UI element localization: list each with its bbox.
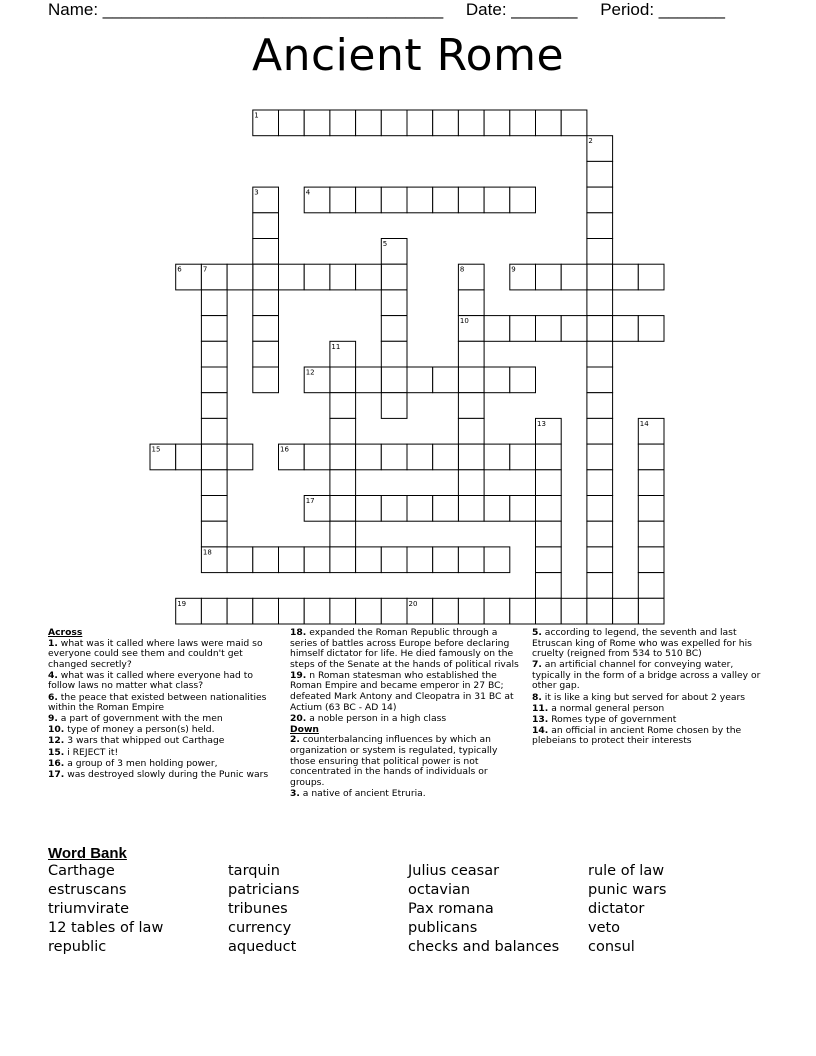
crossword-cell[interactable] xyxy=(484,547,510,573)
clue-text: an artificial channel for conveying water, typically in the form of a bridge across a valley or other gap. xyxy=(532,659,761,692)
crossword-cell[interactable] xyxy=(638,521,664,547)
crossword-cell[interactable] xyxy=(356,598,382,624)
word-bank-title: Word Bank xyxy=(48,845,127,862)
clue-item xyxy=(48,714,276,725)
clue-item xyxy=(48,770,276,781)
clue-number-label: 9. xyxy=(48,713,58,725)
crossword-cell[interactable] xyxy=(381,496,407,522)
clue-item xyxy=(48,671,276,692)
crossword-cell[interactable] xyxy=(304,110,330,136)
crossword-cell[interactable] xyxy=(458,290,484,316)
clue-text: expanded the Roman Republic through a series of battles across Europe before declaring himself dictator for life. He died famously on the steps of the Senate at the hands of political rivals xyxy=(290,627,519,670)
clue-number: 5 xyxy=(382,240,388,248)
crossword-cell[interactable] xyxy=(638,496,664,522)
word-bank-item: veto xyxy=(588,920,621,936)
crossword-cell[interactable] xyxy=(407,496,433,522)
clue-number-label: 7. xyxy=(532,659,542,671)
crossword-cell[interactable] xyxy=(587,470,613,496)
clue-number-label: 4. xyxy=(48,669,58,681)
crossword-cell[interactable] xyxy=(201,290,227,316)
clue-number-label: 12. xyxy=(48,735,65,747)
crossword-cell[interactable] xyxy=(330,264,356,290)
crossword-cell[interactable] xyxy=(279,598,305,624)
word-bank-item: dictator xyxy=(588,901,645,917)
clue-text: according to legend, the seventh and last Etruscan king of Rome who was expelled for his cruelty (reigned from 534 to 510 BC) xyxy=(532,627,752,660)
crossword-cell[interactable] xyxy=(587,239,613,265)
clue-number: 1 xyxy=(254,111,259,120)
clue-number: 4 xyxy=(305,188,311,197)
crossword-cell[interactable] xyxy=(510,316,536,342)
crossword-cell[interactable] xyxy=(227,598,253,624)
clue-number: 7 xyxy=(202,265,208,274)
crossword-cell[interactable] xyxy=(536,598,562,624)
clue-number-label: 8. xyxy=(532,691,542,703)
crossword-cell[interactable] xyxy=(458,444,484,470)
crossword-cell[interactable] xyxy=(253,213,279,239)
clues-column-3 xyxy=(532,628,770,748)
down-heading: Down xyxy=(290,723,319,735)
clue-number: 19 xyxy=(177,599,187,608)
word-bank-column xyxy=(588,862,666,957)
word-bank-item: 12 tables of law xyxy=(48,920,164,936)
crossword-cell[interactable] xyxy=(536,264,562,290)
clue-item xyxy=(532,693,770,704)
crossword-cell[interactable] xyxy=(510,367,536,393)
crossword-cell[interactable] xyxy=(407,367,433,393)
clue-text: counterbalancing influences by which an organization or system is regulated, typically those ensuring that political power is not concentrated in the hands of individuals or groups. xyxy=(290,734,498,788)
crossword-cell[interactable] xyxy=(587,161,613,187)
clue-number: 15 xyxy=(151,445,161,454)
crossword-cell[interactable] xyxy=(356,444,382,470)
crossword-cell[interactable] xyxy=(253,598,279,624)
crossword-cell[interactable] xyxy=(330,547,356,573)
clue-number-label: 19. xyxy=(290,669,307,681)
clue-text: an official in ancient Rome chosen by the plebeians to protect their interests xyxy=(532,724,742,747)
crossword-cell[interactable] xyxy=(587,496,613,522)
crossword-cell[interactable] xyxy=(381,187,407,213)
crossword-cell[interactable] xyxy=(253,290,279,316)
clue-item xyxy=(48,759,276,770)
crossword-cell[interactable] xyxy=(458,496,484,522)
crossword-cell[interactable] xyxy=(561,316,587,342)
clue-number: 18 xyxy=(202,548,212,557)
crossword-cell[interactable] xyxy=(407,110,433,136)
clue-number-label: 13. xyxy=(532,713,549,725)
crossword-cell[interactable] xyxy=(484,187,510,213)
crossword-cell[interactable] xyxy=(484,598,510,624)
word-bank-column xyxy=(408,862,559,957)
crossword-cell[interactable] xyxy=(587,367,613,393)
crossword-cell[interactable] xyxy=(201,418,227,444)
clue-text: i REJECT it! xyxy=(64,746,119,758)
crossword-cell[interactable] xyxy=(561,598,587,624)
crossword-cell[interactable] xyxy=(330,444,356,470)
crossword-cell[interactable] xyxy=(330,521,356,547)
clue-number: 14 xyxy=(639,419,649,428)
crossword-cell[interactable] xyxy=(201,470,227,496)
crossword-cell[interactable] xyxy=(253,367,279,393)
clue-number-label: 10. xyxy=(48,724,65,736)
crossword-cell[interactable] xyxy=(330,187,356,213)
crossword-cell[interactable] xyxy=(587,264,613,290)
crossword-cell[interactable] xyxy=(279,547,305,573)
clue-text: a native of ancient Etruria. xyxy=(299,787,426,799)
crossword-cell[interactable] xyxy=(407,444,433,470)
crossword-cell[interactable] xyxy=(201,393,227,419)
crossword-cell[interactable] xyxy=(381,341,407,367)
clue-number-label: 1. xyxy=(48,637,58,649)
crossword-cell[interactable] xyxy=(433,547,459,573)
clue-item xyxy=(48,748,276,759)
clue-number-label: 14. xyxy=(532,724,549,736)
word-bank-item: checks and balances xyxy=(408,939,560,955)
clue-number: 20 xyxy=(408,599,418,608)
crossword-cell[interactable] xyxy=(510,496,536,522)
word-bank-item: triumvirate xyxy=(48,901,130,917)
word-bank-item: octavian xyxy=(408,882,471,898)
clue-text: type of money a person(s) held. xyxy=(64,724,215,736)
crossword-cell[interactable] xyxy=(587,393,613,419)
crossword-cell[interactable] xyxy=(536,547,562,573)
crossword-cell[interactable] xyxy=(381,547,407,573)
word-bank-item: Carthage xyxy=(48,863,115,879)
clue-number: 2 xyxy=(588,137,593,146)
crossword-cell[interactable] xyxy=(536,470,562,496)
clue-number-label: 20. xyxy=(290,712,307,724)
word-bank-item: currency xyxy=(228,920,292,936)
crossword-cell[interactable] xyxy=(458,547,484,573)
word-bank-item: consul xyxy=(588,939,635,955)
crossword-cell[interactable] xyxy=(304,444,330,470)
crossword-cell[interactable] xyxy=(381,264,407,290)
crossword-cell[interactable] xyxy=(484,444,510,470)
period-line: Period: _______ xyxy=(600,0,725,19)
clue-number-label: 11. xyxy=(532,702,549,714)
crossword-cell[interactable] xyxy=(201,341,227,367)
crossword-cell[interactable] xyxy=(330,367,356,393)
crossword-cell[interactable] xyxy=(510,187,536,213)
crossword-cell[interactable] xyxy=(561,264,587,290)
crossword-cell[interactable] xyxy=(227,547,253,573)
word-bank-column xyxy=(228,862,299,957)
crossword-cell[interactable] xyxy=(227,264,253,290)
clue-item xyxy=(48,725,276,736)
crossword-cell[interactable] xyxy=(536,110,562,136)
crossword-cell[interactable] xyxy=(587,444,613,470)
crossword-cell[interactable] xyxy=(407,547,433,573)
clue-item xyxy=(532,628,770,660)
clue-number-label: 3. xyxy=(290,787,300,799)
crossword-cell[interactable] xyxy=(510,598,536,624)
clue-number: 10 xyxy=(459,317,469,326)
word-bank-item: punic wars xyxy=(588,882,667,898)
clue-item xyxy=(532,715,770,726)
crossword-cell[interactable] xyxy=(356,187,382,213)
crossword-cell[interactable] xyxy=(201,367,227,393)
crossword-cell[interactable] xyxy=(304,547,330,573)
crossword-cell[interactable] xyxy=(638,598,664,624)
clue-text: what was it called where laws were maid so everyone could see them and couldn't get changed secretly? xyxy=(48,637,263,670)
clue-number: 12 xyxy=(305,368,315,377)
crossword-cell[interactable] xyxy=(433,110,459,136)
crossword-cell[interactable] xyxy=(638,444,664,470)
clue-item xyxy=(532,726,770,747)
crossword-cell[interactable] xyxy=(330,496,356,522)
crossword-cell[interactable] xyxy=(201,521,227,547)
clue-text: n Roman statesman who established the Roman Empire and became emperor in 27 BC; defeated Mark Antony and Cleopatra in 31 BC at Actium (63 BC - AD 14) xyxy=(290,669,514,713)
crossword-cell[interactable] xyxy=(356,110,382,136)
crossword-cell[interactable] xyxy=(638,573,664,599)
word-bank-item: republic xyxy=(48,939,107,955)
clue-number: 17 xyxy=(305,497,315,505)
clue-text: a normal general person xyxy=(548,702,665,714)
clue-text: a noble person in a high class xyxy=(306,712,447,724)
crossword-cell[interactable] xyxy=(279,264,305,290)
word-bank-item: publicans xyxy=(408,920,478,936)
clue-item xyxy=(290,714,522,725)
crossword-cell[interactable] xyxy=(253,341,279,367)
clue-number: 9 xyxy=(511,265,516,274)
crossword-cell[interactable] xyxy=(381,444,407,470)
clue-number-label: 15. xyxy=(48,746,65,758)
crossword-cell[interactable] xyxy=(484,316,510,342)
clue-text: 3 wars that whipped out Carthage xyxy=(64,735,225,747)
clue-item xyxy=(290,671,522,713)
clue-text: the peace that existed between nationalities within the Roman Empire xyxy=(48,691,267,714)
crossword-cell[interactable] xyxy=(253,264,279,290)
crossword-cell[interactable] xyxy=(484,110,510,136)
crossword-cell[interactable] xyxy=(536,496,562,522)
crossword-cell[interactable] xyxy=(227,444,253,470)
clue-item xyxy=(48,736,276,747)
crossword-cell[interactable] xyxy=(253,239,279,265)
clue-number: 16 xyxy=(280,445,289,454)
crossword-cell[interactable] xyxy=(484,496,510,522)
clue-number: 6 xyxy=(177,265,182,274)
crossword-cell[interactable] xyxy=(587,521,613,547)
crossword-cell[interactable] xyxy=(201,316,227,342)
date-line: Date: _______ xyxy=(465,0,578,19)
clue-number: 8 xyxy=(459,265,465,274)
clue-text: a group of 3 men holding power, xyxy=(64,757,218,769)
crossword-cell[interactable] xyxy=(381,367,407,393)
clue-item xyxy=(48,693,276,714)
crossword-cell[interactable] xyxy=(433,496,459,522)
clue-item xyxy=(290,735,522,788)
crossword-cell[interactable] xyxy=(613,598,639,624)
word-bank-item: Pax romana xyxy=(408,901,494,917)
crossword-cell[interactable] xyxy=(253,547,279,573)
clue-number-label: 17. xyxy=(48,768,65,780)
crossword-cell[interactable] xyxy=(433,598,459,624)
crossword-cell[interactable] xyxy=(458,187,484,213)
crossword-cell[interactable] xyxy=(176,444,202,470)
word-bank-item: rule of law xyxy=(588,863,665,879)
crossword-cell[interactable] xyxy=(279,110,305,136)
crossword-cell[interactable] xyxy=(458,341,484,367)
crossword-cell[interactable] xyxy=(330,110,356,136)
crossword-cell[interactable] xyxy=(201,444,227,470)
clue-item xyxy=(532,704,770,715)
clue-item xyxy=(290,789,522,800)
crossword-cell[interactable] xyxy=(356,264,382,290)
clue-number-label: 5. xyxy=(532,627,542,638)
crossword-cell[interactable] xyxy=(587,573,613,599)
clues-column-2 xyxy=(290,628,522,800)
crossword-cell[interactable] xyxy=(433,444,459,470)
crossword-cell[interactable] xyxy=(638,547,664,573)
clue-number: 13 xyxy=(537,419,546,428)
crossword-cell[interactable] xyxy=(613,316,639,342)
crossword-cell[interactable] xyxy=(356,496,382,522)
word-bank-item: aqueduct xyxy=(228,939,297,955)
crossword-cell[interactable] xyxy=(536,316,562,342)
crossword-cell[interactable] xyxy=(587,187,613,213)
crossword-cell[interactable] xyxy=(536,521,562,547)
clue-text: it is like a king but served for about 2 years xyxy=(541,691,746,703)
clue-number-label: 18. xyxy=(290,627,307,638)
crossword-cell[interactable] xyxy=(638,264,664,290)
crossword-cell[interactable] xyxy=(381,393,407,419)
clue-number-label: 2. xyxy=(290,734,300,746)
crossword-cell[interactable] xyxy=(330,470,356,496)
crossword-cell[interactable] xyxy=(510,110,536,136)
clue-number: 3 xyxy=(254,188,259,197)
word-bank-item: patricians xyxy=(228,882,300,898)
crossword-cell[interactable] xyxy=(587,418,613,444)
crossword-cell[interactable] xyxy=(433,367,459,393)
word-bank-item: estruscans xyxy=(48,882,127,898)
crossword-cell[interactable] xyxy=(536,573,562,599)
clue-text: Romes type of government xyxy=(548,713,677,725)
crossword-cell[interactable] xyxy=(304,598,330,624)
page-title: Ancient Rome xyxy=(251,30,565,81)
crossword-cell[interactable] xyxy=(356,367,382,393)
crossword-cell[interactable] xyxy=(458,598,484,624)
clue-text: was destroyed slowly during the Punic wars xyxy=(64,768,269,780)
crossword-cell[interactable] xyxy=(201,598,227,624)
crossword-cell[interactable] xyxy=(536,444,562,470)
crossword-cell[interactable] xyxy=(587,598,613,624)
crossword-cell[interactable] xyxy=(638,316,664,342)
crossword-cell[interactable] xyxy=(253,316,279,342)
crossword-cell[interactable] xyxy=(587,316,613,342)
clue-text: a part of government with the men xyxy=(57,713,223,725)
crossword-cell[interactable] xyxy=(330,418,356,444)
crossword-cell[interactable] xyxy=(381,316,407,342)
clue-number: 11 xyxy=(331,342,341,351)
crossword-cell[interactable] xyxy=(561,110,587,136)
crossword-cell[interactable] xyxy=(613,264,639,290)
crossword-cell[interactable] xyxy=(587,213,613,239)
across-heading: Across xyxy=(48,627,83,638)
clue-item xyxy=(48,639,276,671)
clue-text: what was it called where everyone had to follow laws no matter what class? xyxy=(48,669,253,692)
word-bank-item: tribunes xyxy=(228,901,288,917)
crossword-cell[interactable] xyxy=(304,264,330,290)
crossword-cell[interactable] xyxy=(330,598,356,624)
crossword-cell[interactable] xyxy=(381,290,407,316)
crossword-cell[interactable] xyxy=(381,598,407,624)
crossword-cell[interactable] xyxy=(458,393,484,419)
clue-item xyxy=(532,660,770,692)
crossword-cell[interactable] xyxy=(458,470,484,496)
crossword-cell[interactable] xyxy=(587,547,613,573)
crossword-cell[interactable] xyxy=(458,110,484,136)
crossword-cell[interactable] xyxy=(330,393,356,419)
crossword-cell[interactable] xyxy=(433,187,459,213)
word-bank-item: Julius ceasar xyxy=(408,863,500,879)
word-bank-column xyxy=(48,862,163,957)
clues-column-1 xyxy=(48,628,276,781)
crossword-cell[interactable] xyxy=(458,418,484,444)
crossword-cell[interactable] xyxy=(587,290,613,316)
crossword-cell[interactable] xyxy=(201,496,227,522)
clue-number-label: 16. xyxy=(48,757,65,769)
name-line: Name: ____________________________________ xyxy=(48,0,444,19)
crossword-cell[interactable] xyxy=(587,341,613,367)
crossword-cell[interactable] xyxy=(356,547,382,573)
word-bank-item: tarquin xyxy=(228,863,280,879)
crossword-cell[interactable] xyxy=(381,110,407,136)
crossword-cell[interactable] xyxy=(458,367,484,393)
clue-number-label: 6. xyxy=(48,691,58,703)
crossword-cell[interactable] xyxy=(638,470,664,496)
clue-item xyxy=(290,628,522,670)
crossword-cell[interactable] xyxy=(484,367,510,393)
crossword-cell[interactable] xyxy=(510,444,536,470)
crossword-cell[interactable] xyxy=(407,187,433,213)
